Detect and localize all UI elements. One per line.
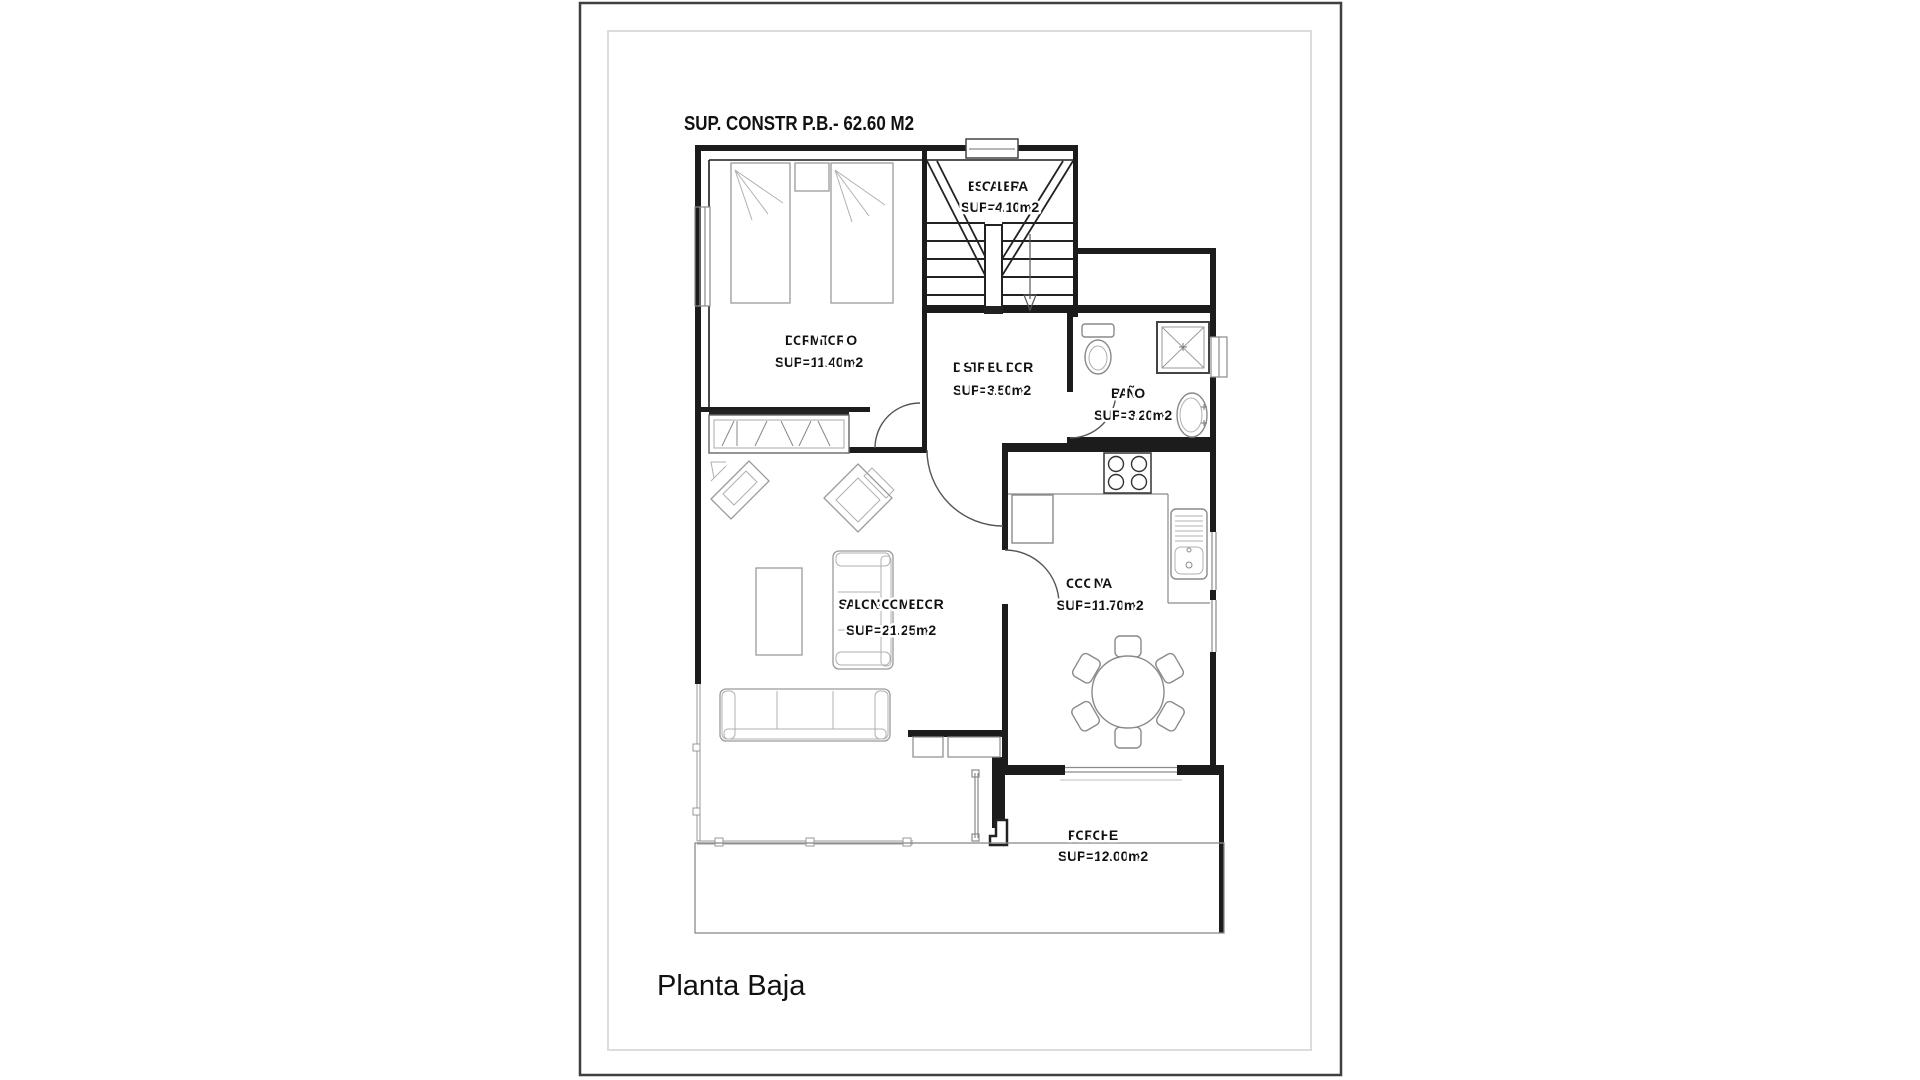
room-label-distribuidor: DISTRIBUIDOR [953, 359, 1033, 375]
room-area-salon: SUP=21.25m2 [846, 622, 936, 638]
room-area-dormitorio: SUP=11.40m2 [775, 354, 863, 370]
plan-title: SUP. CONSTR P.B.- 62.60 M2 [684, 113, 914, 135]
room-label-porche: PORCHE [1068, 827, 1118, 843]
washbasin-icon [1177, 393, 1207, 437]
stove-icon [1104, 453, 1151, 493]
nightstand-icon [795, 163, 829, 191]
sofa-icon [720, 689, 890, 741]
room-label-cocina: COCINA [1066, 575, 1112, 591]
kitchen-sink-icon [1171, 509, 1207, 579]
coffee-table-icon [756, 568, 802, 655]
room-label-dormitorio: DORMITORIO [785, 332, 857, 348]
room-area-bano: SUP=3.20m2 [1094, 407, 1172, 423]
room-area-cocina: SUP=11.70m2 [1056, 597, 1144, 613]
page-outer-border [580, 3, 1341, 1075]
kitchen-cabinet-icon [1012, 495, 1053, 543]
chair-icon [1115, 727, 1141, 748]
stair-railing [985, 225, 1002, 313]
toilet-icon [1082, 324, 1114, 374]
room-label-escalera: ESCALERA [968, 178, 1028, 194]
wardrobe-icon [709, 410, 849, 453]
bed-icon [831, 163, 893, 303]
room-area-porche: SUP=12.00m2 [1058, 848, 1148, 864]
room-area-distribuidor: SUP=3.50m2 [953, 382, 1031, 398]
room-area-escalera: SUP=4.10m2 [961, 199, 1039, 215]
chair-icon [1115, 636, 1141, 657]
room-label-salon: SALON-COMEDOR [838, 596, 944, 612]
plan-footer-title: Planta Baja [657, 970, 806, 1002]
room-label-bano: BAÑO [1111, 385, 1145, 401]
shower-icon [1157, 322, 1209, 373]
stair-window-icon [966, 139, 1018, 158]
